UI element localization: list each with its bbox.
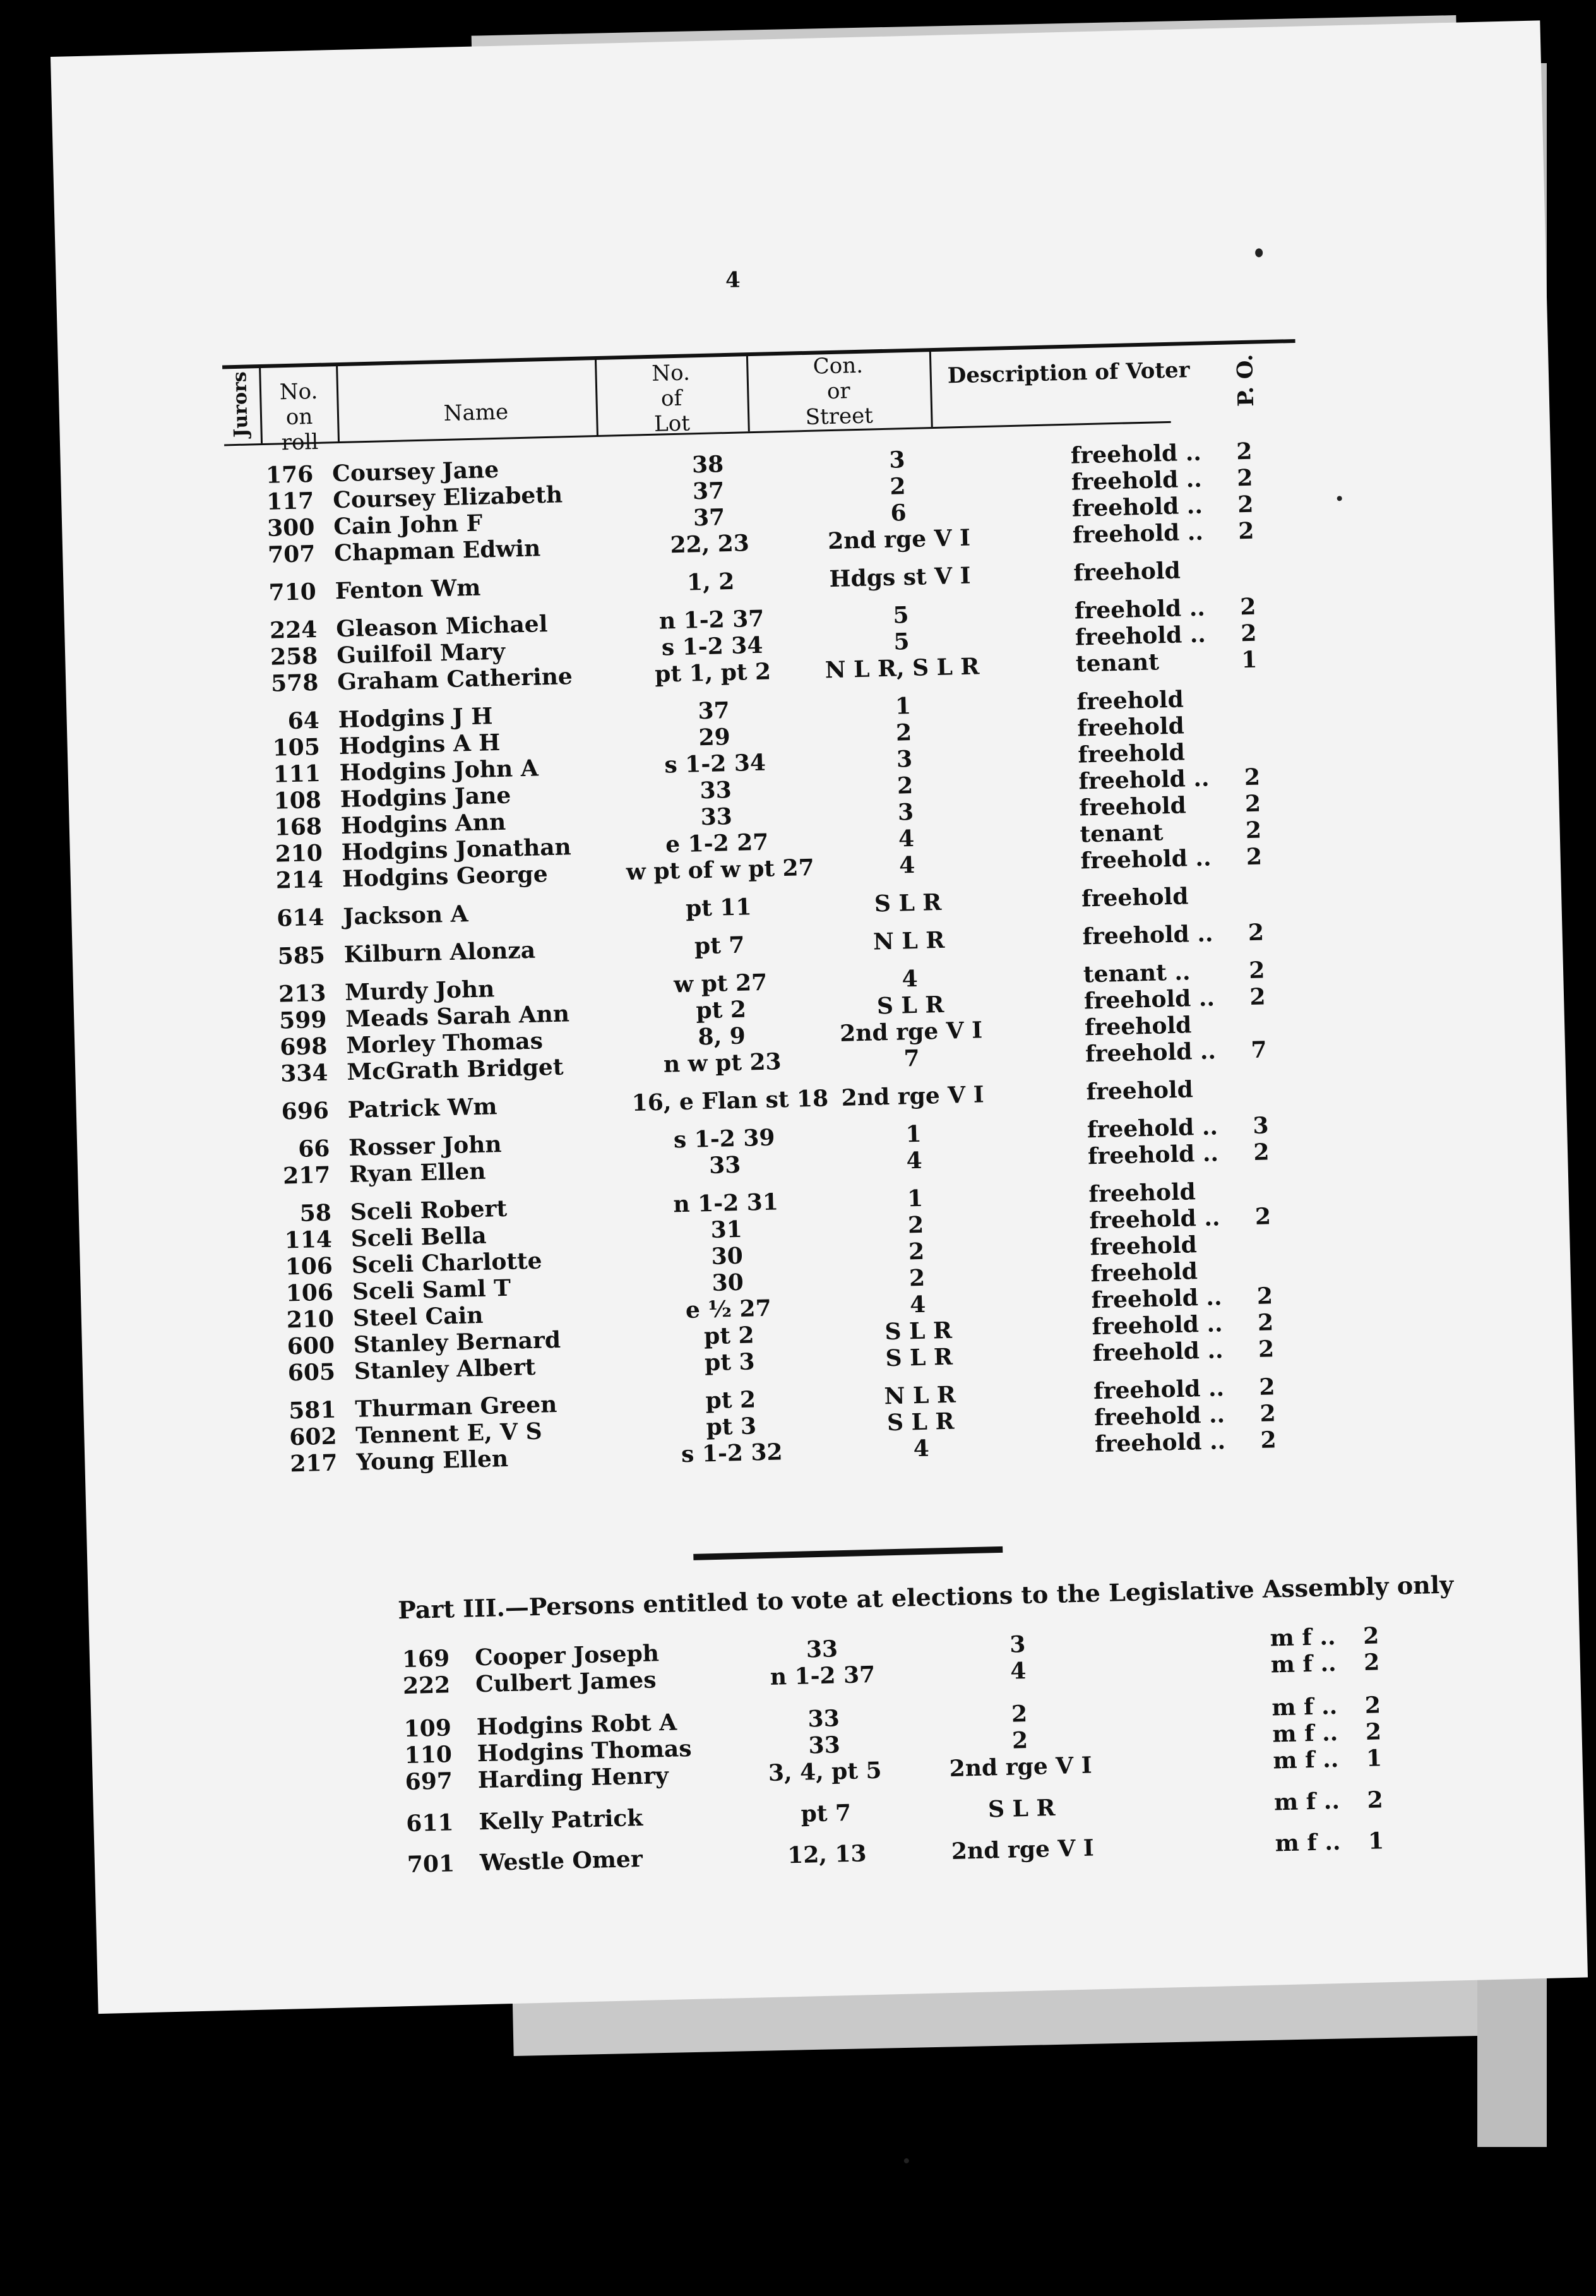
lot-number: pt 3	[704, 1348, 756, 1377]
header-no-of-lot: No. of Lot	[651, 360, 691, 437]
post-office: 2	[1367, 1786, 1384, 1814]
post-office: 1	[1241, 646, 1258, 674]
concession-or-street: 2nd rge V I	[951, 1834, 1095, 1865]
header-po: P. O.	[1232, 354, 1260, 407]
roll-number: 213	[278, 979, 326, 1008]
lot-number: pt 3	[706, 1413, 757, 1441]
voter-description: freehold	[1079, 792, 1187, 822]
voter-name: Graham Catherine	[336, 663, 573, 696]
post-office	[1251, 1256, 1277, 1257]
voter-description: freehold	[1084, 1012, 1192, 1041]
lot-number: w pt of w pt 27	[626, 854, 815, 886]
voter-name: Hodgins Jonathan	[341, 834, 572, 866]
voter-description: freehold ..	[1071, 465, 1203, 496]
voter-description: freehold	[1076, 686, 1184, 715]
voter-description: tenant	[1080, 819, 1164, 848]
voter-name: Fenton Wm	[335, 574, 481, 605]
roll-number: 585	[277, 942, 326, 970]
roll-number: 602	[289, 1423, 338, 1451]
roll-number: 106	[285, 1252, 333, 1281]
post-office: 2	[1244, 763, 1261, 791]
roll-number: 109	[403, 1714, 452, 1743]
voter-description: freehold ..	[1085, 1037, 1217, 1068]
concession-or-street: 4	[906, 1147, 923, 1175]
post-office: 2	[1259, 1373, 1276, 1401]
header-con-or-street: Con. or Street	[805, 352, 874, 430]
lot-number: pt 7	[801, 1799, 852, 1827]
lot-number: 16, e Flan st 18	[631, 1085, 829, 1116]
roll-number: 224	[269, 616, 318, 644]
section-separator-rule	[693, 1546, 1003, 1560]
roll-number: 581	[288, 1396, 336, 1425]
lot-number: 37	[692, 477, 725, 505]
roll-number: 697	[405, 1767, 453, 1796]
lot-number: pt 7	[694, 931, 745, 960]
lot-number: 33	[807, 1705, 840, 1733]
post-office: 2	[1237, 517, 1254, 545]
lot-number: 12, 13	[787, 1840, 867, 1869]
post-office: 2	[1256, 1283, 1273, 1310]
post-office: 2	[1365, 1718, 1382, 1745]
roll-number: 169	[402, 1645, 450, 1673]
voter-name: Cain John F	[333, 510, 483, 541]
voter-name: Hodgins Robt A	[476, 1709, 677, 1741]
voter-name: Ryan Ellen	[348, 1157, 486, 1188]
roll-number: 300	[266, 514, 315, 542]
lot-number: 29	[698, 724, 731, 751]
post-office	[1249, 1176, 1275, 1177]
post-office	[1247, 1074, 1272, 1075]
post-office: 2	[1260, 1400, 1277, 1427]
roll-number: 614	[276, 904, 325, 932]
concession-or-street: 2nd rge V I	[839, 1017, 983, 1047]
voter-description: freehold ..	[1092, 1310, 1223, 1341]
header-name: Name	[443, 399, 509, 426]
concession-or-street: 5	[893, 628, 910, 655]
roll-number: 334	[280, 1059, 328, 1087]
concession-or-street: 3	[896, 745, 913, 773]
voter-description: m f ..	[1273, 1787, 1340, 1816]
voter-name: Cooper Joseph	[474, 1640, 660, 1671]
voter-description: freehold ..	[1089, 1204, 1220, 1235]
voter-name: Hodgins Jane	[340, 782, 511, 813]
ink-speck	[1255, 248, 1263, 257]
table-row	[63, 557, 1181, 613]
voter-description: freehold	[1086, 1076, 1194, 1106]
concession-or-street: 2	[908, 1238, 925, 1265]
concession-or-street: 3	[897, 798, 914, 826]
post-office: 2	[1260, 1426, 1277, 1454]
voter-description: m f ..	[1270, 1623, 1336, 1652]
voter-name: Steel Cain	[352, 1301, 484, 1332]
page-number: 4	[725, 267, 741, 293]
voter-name: Westle Omer	[479, 1845, 643, 1877]
concession-or-street: 2	[889, 473, 907, 500]
post-office: 2	[1248, 919, 1265, 947]
voter-description: m f ..	[1271, 1692, 1338, 1721]
voter-description: freehold	[1088, 1178, 1196, 1208]
post-office: 2	[1246, 843, 1263, 871]
concession-or-street: 5	[892, 602, 910, 629]
roll-number: 698	[279, 1032, 328, 1061]
lot-number: s 1-2 32	[681, 1438, 783, 1468]
concession-or-street: 6	[890, 499, 907, 527]
lot-number: 37	[698, 697, 730, 725]
lot-number: n 1-2 31	[672, 1188, 779, 1218]
lot-number: w pt 27	[673, 969, 768, 998]
column-divider	[929, 351, 933, 427]
voter-name: Hodgins Thomas	[477, 1735, 692, 1767]
voter-name: Thurman Green	[354, 1391, 557, 1423]
voter-description: m f ..	[1271, 1719, 1338, 1748]
post-office: 2	[1362, 1622, 1379, 1649]
lot-number: s 1-2 34	[664, 749, 766, 779]
lot-number: 37	[693, 504, 725, 532]
roll-number: 110	[404, 1741, 453, 1769]
header-description-of-voter: Description of Voter	[947, 357, 1191, 389]
voter-list-page	[51, 20, 1588, 2014]
voter-description: freehold ..	[1094, 1428, 1226, 1458]
lot-number: pt 2	[705, 1386, 756, 1414]
voter-name: Stanley Albert	[354, 1353, 536, 1385]
roll-number: 176	[265, 461, 314, 489]
lot-number: s 1-2 39	[673, 1124, 775, 1154]
voter-description: freehold ..	[1083, 984, 1215, 1015]
concession-or-street: 2nd rge V I	[841, 1081, 985, 1111]
voter-name: Hodgins A H	[338, 729, 501, 760]
roll-number: 222	[402, 1671, 451, 1700]
concession-or-street: 2	[1011, 1700, 1028, 1728]
voter-name: Harding Henry	[477, 1762, 669, 1794]
lot-number: 33	[700, 776, 732, 804]
lot-number: 3, 4, pt 5	[768, 1757, 883, 1787]
voter-name: Young Ellen	[356, 1445, 509, 1476]
voter-name: Rosser John	[348, 1131, 503, 1161]
voter-name: Coursey Jane	[331, 456, 499, 487]
concession-or-street: 2	[895, 719, 912, 746]
header-jurors: Jurors	[229, 371, 253, 438]
lot-number: pt 11	[685, 894, 752, 922]
part-iii-heading: Part III.—Persons entitled to vote at elections to the Legislative Assembly only	[397, 1570, 1454, 1625]
concession-or-street: 2	[1011, 1726, 1028, 1754]
post-office: 2	[1248, 957, 1265, 984]
post-office: 2	[1249, 983, 1266, 1011]
roll-number: 696	[281, 1097, 330, 1125]
concession-or-street: 2	[907, 1211, 924, 1239]
voter-name: Guilfoil Mary	[336, 638, 506, 669]
roll-number: 599	[278, 1006, 327, 1034]
concession-or-street: 4	[1009, 1658, 1027, 1685]
concession-or-street: S L R	[885, 1343, 953, 1372]
post-office	[1238, 710, 1263, 711]
concession-or-street: 2nd rge V I	[827, 524, 971, 555]
concession-or-street: 4	[898, 851, 915, 879]
concession-or-street: 1	[895, 693, 912, 720]
post-office: 2	[1363, 1649, 1380, 1676]
post-office	[1242, 881, 1267, 882]
roll-number: 168	[274, 813, 323, 841]
post-office: 2	[1240, 619, 1257, 647]
post-office: 2	[1364, 1692, 1381, 1719]
post-office: 2	[1258, 1336, 1275, 1363]
roll-number: 66	[297, 1135, 330, 1163]
post-office	[1234, 555, 1260, 556]
voter-name: Morley Thomas	[345, 1027, 544, 1060]
concession-or-street: S L R	[874, 888, 942, 918]
voter-name: Jackson A	[342, 900, 469, 931]
voter-description: freehold	[1081, 883, 1189, 912]
roll-number: 108	[273, 786, 322, 815]
lot-number: s 1-2 34	[661, 631, 763, 661]
concession-or-street: S L R	[876, 991, 944, 1020]
voter-description: freehold ..	[1093, 1401, 1225, 1432]
post-office: 1	[1367, 1827, 1385, 1855]
voter-name: McGrath Bridget	[346, 1053, 564, 1086]
concession-or-street: N L R	[872, 926, 945, 955]
concession-or-street: 4	[913, 1435, 930, 1462]
table-row	[78, 1178, 1196, 1233]
concession-or-street: 4	[909, 1291, 926, 1318]
voter-name: Hodgins J H	[338, 703, 493, 734]
roll-number: 605	[287, 1358, 336, 1387]
voter-name: Murdy John	[344, 976, 495, 1007]
column-divider	[746, 356, 750, 431]
voter-name: Hodgins Ann	[340, 808, 506, 840]
voter-description: freehold ..	[1078, 765, 1210, 795]
post-office: 2	[1254, 1203, 1271, 1230]
post-office: 7	[1250, 1036, 1268, 1064]
concession-or-street: 1	[905, 1120, 922, 1148]
roll-number: 58	[299, 1199, 332, 1227]
concession-or-street: 7	[903, 1044, 920, 1072]
voter-name: Kelly Patrick	[478, 1804, 643, 1836]
roll-number: 214	[275, 866, 324, 894]
voter-description: freehold ..	[1080, 844, 1212, 875]
lot-number: 33	[808, 1731, 841, 1759]
table-row	[93, 1786, 1384, 1846]
voter-name: Gleason Michael	[335, 611, 548, 643]
roll-number: 217	[289, 1449, 338, 1478]
lot-number: 8, 9	[698, 1022, 746, 1051]
roll-number: 114	[284, 1226, 333, 1254]
voter-description: freehold	[1076, 712, 1185, 742]
concession-or-street: N L R, S L R	[825, 653, 980, 684]
lot-number: 22, 23	[670, 530, 750, 559]
ink-speck	[1337, 496, 1342, 501]
post-office	[1239, 737, 1264, 738]
voter-description: freehold ..	[1075, 621, 1206, 651]
concession-or-street: 2	[908, 1264, 926, 1292]
roll-number: 106	[285, 1279, 334, 1307]
lot-number: pt 2	[703, 1322, 754, 1350]
voter-description: freehold ..	[1071, 492, 1203, 522]
lot-number: 33	[708, 1151, 741, 1180]
post-office: 3	[1252, 1112, 1269, 1139]
roll-number: 710	[268, 578, 317, 606]
post-office: 2	[1245, 816, 1262, 844]
lot-number: n 1-2 37	[770, 1661, 876, 1690]
voter-description: freehold	[1090, 1258, 1198, 1288]
roll-number: 64	[287, 707, 320, 735]
concession-or-street: 1	[907, 1185, 924, 1212]
voter-description: m f ..	[1272, 1745, 1339, 1774]
lot-number: 33	[700, 803, 733, 831]
voter-name: Sceli Robert	[350, 1195, 508, 1226]
lot-number: 1, 2	[686, 568, 735, 596]
lot-number: pt 2	[695, 996, 747, 1024]
voter-description: m f ..	[1275, 1828, 1341, 1857]
header-no-on-roll: No. on roll	[279, 378, 319, 456]
voter-name: Kilburn Alonza	[343, 936, 536, 969]
concession-or-street: Hdgs st V I	[829, 562, 971, 593]
post-office: 2	[1236, 438, 1253, 465]
concession-or-street: 4	[898, 825, 915, 852]
voter-name: Sceli Charlotte	[351, 1247, 543, 1279]
post-office: 2	[1244, 790, 1261, 818]
concession-or-street: 3	[1009, 1631, 1026, 1658]
voter-name: Tennent E, V S	[355, 1418, 543, 1449]
concession-or-street: 3	[888, 446, 906, 474]
ink-speck	[904, 2158, 909, 2163]
roll-number: 707	[267, 540, 316, 568]
roll-number: 217	[282, 1161, 331, 1190]
voter-description: freehold ..	[1070, 439, 1202, 469]
lot-number: 30	[712, 1269, 744, 1296]
voter-description: freehold ..	[1074, 594, 1206, 625]
concession-or-street: S L R	[884, 1317, 953, 1346]
voter-name: Hodgins John A	[339, 755, 539, 787]
column-divider	[259, 368, 263, 443]
table-row	[71, 883, 1189, 938]
lot-number: 30	[711, 1242, 744, 1270]
voter-description: freehold	[1077, 739, 1186, 768]
lot-number: e ½ 27	[685, 1294, 772, 1324]
voter-name: Patrick Wm	[347, 1093, 497, 1123]
roll-number: 611	[405, 1809, 455, 1838]
roll-number: 600	[287, 1332, 335, 1360]
voter-description: freehold ..	[1072, 518, 1204, 549]
concession-or-street: N L R	[884, 1381, 956, 1410]
roll-number: 258	[270, 642, 318, 671]
post-office: 2	[1239, 593, 1256, 621]
lot-number: n 1-2 37	[658, 605, 765, 635]
roll-number: 210	[275, 839, 323, 868]
roll-number: 578	[270, 669, 319, 697]
voter-description: freehold	[1090, 1231, 1198, 1261]
concession-or-street: S L R	[987, 1794, 1056, 1823]
voter-name: Sceli Saml T	[352, 1274, 511, 1305]
voter-description: freehold ..	[1082, 920, 1213, 950]
roll-number: 111	[273, 760, 321, 788]
voter-name: Meads Sarah Ann	[345, 1000, 570, 1033]
concession-or-street: 2nd rge V I	[949, 1752, 1093, 1783]
voter-description: freehold ..	[1087, 1140, 1219, 1170]
roll-number: 210	[286, 1305, 335, 1334]
roll-number: 701	[407, 1850, 455, 1879]
post-office	[1237, 684, 1263, 685]
table-row	[76, 1076, 1194, 1132]
voter-name: Chapman Edwin	[333, 535, 541, 567]
voter-name: Stanley Bernard	[353, 1326, 561, 1358]
lot-number: n w pt 23	[663, 1048, 782, 1078]
column-divider	[336, 366, 340, 441]
voter-description: freehold ..	[1091, 1284, 1222, 1314]
voter-name: Culbert James	[475, 1666, 657, 1698]
concession-or-street: 4	[902, 965, 919, 993]
voter-description: freehold	[1073, 557, 1181, 587]
voter-name: Coursey Elizabeth	[332, 481, 563, 514]
voter-description: freehold ..	[1087, 1113, 1218, 1144]
concession-or-street: S L R	[886, 1408, 955, 1437]
post-office: 2	[1237, 491, 1254, 518]
lot-number: e 1-2 27	[665, 828, 769, 858]
voter-description: tenant	[1075, 649, 1160, 678]
voter-description: freehold ..	[1093, 1375, 1225, 1405]
lot-number: 33	[806, 1635, 838, 1663]
voter-name: Sceli Bella	[350, 1222, 487, 1252]
voter-description: m f ..	[1270, 1650, 1337, 1678]
lot-number: 38	[691, 451, 724, 479]
post-office: 1	[1366, 1745, 1383, 1772]
post-office: 2	[1257, 1309, 1274, 1336]
roll-number: 117	[266, 487, 314, 515]
post-office: 2	[1253, 1139, 1270, 1166]
lot-number: 31	[710, 1216, 743, 1244]
voter-name: Hodgins George	[342, 861, 549, 893]
column-divider	[595, 359, 598, 435]
post-office: 2	[1236, 464, 1253, 492]
roll-number: 105	[272, 733, 321, 762]
voter-description: tenant ..	[1083, 959, 1191, 988]
voter-description: freehold ..	[1092, 1337, 1224, 1367]
concession-or-street: 2	[896, 772, 914, 799]
lot-number: pt 1, pt 2	[654, 658, 771, 688]
